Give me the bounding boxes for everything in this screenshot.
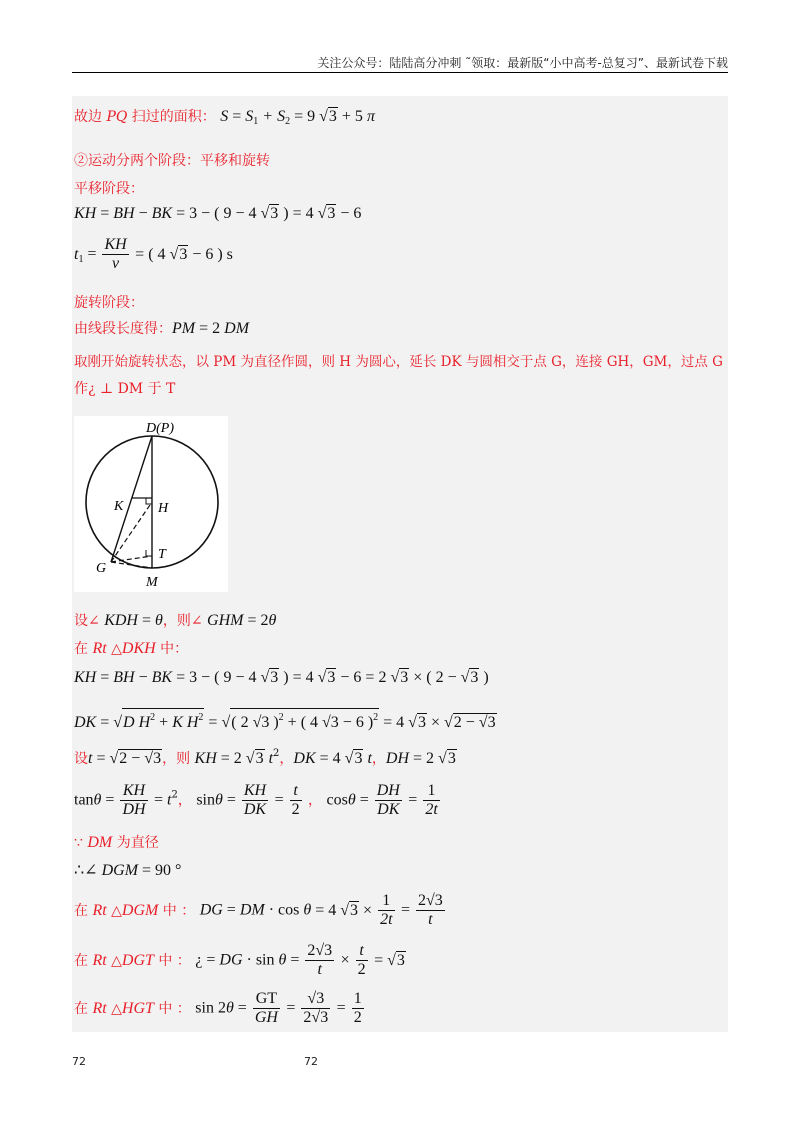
kh-formula-2: KH = BH − BK = 3 − ( 9 − 4 √3 ) = 4 √3 − 6 = 2 √3 × ( 2 − √3 ) — [74, 669, 489, 686]
translation-heading: 平移阶段： — [74, 181, 144, 197]
solution-content — [72, 96, 728, 1032]
label-d: D(P) — [146, 421, 174, 436]
label-m: M — [146, 575, 158, 590]
right-angle-h — [146, 498, 152, 504]
rt-dkh-heading: 在 Rt △DKH 中： — [74, 640, 189, 657]
area-line: 故边 PQ 扫过的面积： $S = S_1 + S_2 = 9$ √3 + 5 π — [74, 108, 375, 127]
label-h: H — [158, 501, 169, 516]
circle-figure — [74, 416, 228, 592]
page-header: 关注公众号：陆陆高分冲刺 ˜领取：最新版“小中高考-总复习”、最新试卷下载 — [317, 56, 728, 70]
t1-formula: $t_1$ = $\frac{KH}{v}$ = ( 4 √3 − 6 ) s — [74, 236, 233, 272]
label-g: G — [96, 561, 107, 576]
therefore-line: ∴∠ DGM = 90 ° — [74, 862, 182, 879]
construction-text-2: 作¿ ⊥ DM 于 T — [74, 381, 176, 397]
label-k: K — [114, 499, 124, 514]
rt-hgt-line: 在 Rt △HGT 中 ： sin 2θ = $\frac{GT}{GH}$ = $\frac{√3}{2√3}$ = $\frac{1}{2}$ — [74, 990, 362, 1026]
label-t: T — [158, 547, 166, 562]
rotation-heading: 旋转阶段： — [74, 295, 144, 311]
rt-dgm-line: 在 Rt △DGM 中 ： DG = DM · cos θ = 4 √3 × $\frac{1}{2t}$ = $\frac{2√3}{t}$ — [74, 892, 443, 928]
page-number-left: 72 — [72, 1055, 86, 1068]
angle-def: 设∠ KDH = θ，则∠ GHM = 2θ — [74, 612, 277, 629]
stage-intro: ②运动分两个阶段：平移和旋转 — [74, 153, 270, 169]
t-definition: 设t = √2 − √3，则 KH = 2 √3 $t^2$，DK = 4 √3 t，DH = 2 √3 — [74, 748, 456, 767]
kh-formula: KH = BH − BK = 3 − ( 9 − 4 √3 ) = 4 √3 − 6 — [74, 205, 362, 222]
construction-text: 取刚开始旋转状态，以 PM 为直径作圆，则 H 为圆心，延长 DK 与圆相交于点 G，连接 GH，GM，过点 G — [74, 354, 723, 370]
header-rule — [72, 72, 728, 73]
dk-formula: DK = √D $H^2 + K$ $H^2$ = √( 2 √3 )$^2$ + ( 4 √3 − 6 )$^2$ = 4 √3 × √2 − √3 — [74, 708, 497, 732]
segment-gt — [111, 556, 152, 562]
segment-gm — [111, 562, 152, 568]
pm-line: 由线段长度得：PM = 2 DM — [74, 320, 250, 337]
circle-diagram — [74, 416, 228, 592]
because-line: ∵ DM 为直径 — [74, 834, 159, 851]
right-angle-t — [146, 550, 152, 556]
page-number-center: 72 — [304, 1055, 318, 1068]
rt-dgt-line: 在 Rt △DGT 中 ： ¿ = DG · sin θ = $\frac{2√3}{t}$ × $\frac{t}{2}$ = √3 — [74, 942, 405, 978]
trig-ratios: tanθ = $\frac{KH}{DH}$ = $t^2$， sinθ = $\frac{KH}{DK}$ = $\frac{t}{2}$ ， cosθ = $\frac{DH}{DK}$ = $\frac{1}{2t}$ — [74, 782, 438, 818]
